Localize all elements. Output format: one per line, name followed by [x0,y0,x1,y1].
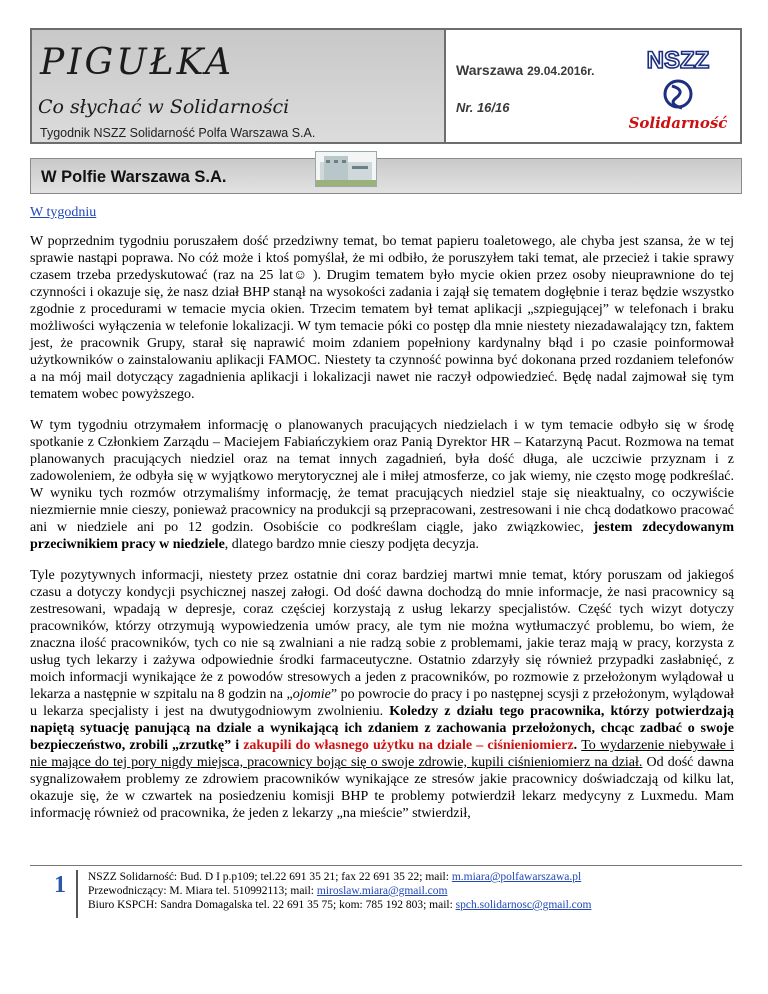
footer-line-2 [88,884,591,898]
paragraph-2-bold: jestem zdecydowanym przeciwnikiem pracy w niedziele [30,520,734,552]
footer-line-3 [88,898,591,912]
date-line [456,62,594,78]
building-image [315,151,377,187]
newsletter-org: Tygodnik NSZZ Solidarność Polfa Warszawa S.A. [40,126,316,140]
newsletter-header [30,28,742,144]
footer [30,868,742,924]
week-link[interactable]: W tygodniu [30,205,97,220]
building-window [352,166,368,169]
building-window [342,160,346,163]
newsletter-title: PIGUŁKA [40,42,235,83]
paragraph-3-end: Od dość dawna sygnalizowałem problemy ze zdrowiem pracowników wynikające ze stresów jakie pracownicy doświadczają od kilku lat, okazuje się, że w czwartek na posiedzeniu komisji BHP te problemy potwierdził lekarz medycyny z Luxmedu. Mam informację również od pracownika, że jeden z lekarzy „na mieście” stwierdził, [30,755,734,821]
solidarnosc-logo [620,42,736,138]
paragraph-3-red: zakupili do własnego użytku na dziale – ciśnieniomierz [243,738,574,753]
article-body [30,204,734,836]
logo-nszz-text: NSZZ [646,47,710,74]
logo-solidarnosc-text: Solidarność [628,114,728,132]
footer-line-1 [88,870,591,884]
footer-mail-link-2[interactable]: miroslaw.miara@gmail.com [316,885,448,897]
paragraph-3-text-2: ” po powrocie do pracy i po następnej scysji z przełożonym, wylądował u lekarza specjalisty i jest na dwutygodniowym zwolnieniu. [30,687,734,719]
building-window [334,160,338,163]
building-window [326,160,330,163]
paragraph-3-text: Tyle pozytywnych informacji, niestety przez ostatnie dni coraz bardziej martwi mnie temat, który poruszam od jakiegoś czasu a dotyczy kondycji psychicznej naszej załogi. Od dość dawna dochodzą do mnie informacje, że nasi pracownicy są zestresowani, wpadają w depresje, coraz częściej korzystają z usług lekarzy specjalistów. Część tych wizyt dotyczy pracowników, którzy otrzymują wypowiedzenia umów pracy, ale tym nie można wytłumaczyć problemu, bo wiem, że znaczna ilość pracowników, tych co nie są zwalniani a nie radzą sobie z problemami, jakie teraz mają w pracy, korzysta z usług tych lekarzy i zażywa odpowiednie środki farmaceutyczne. Ostatnio zdarzyły się również przypadki zasłabnięć, z moich informacji wynikające że z powodów stresowych a jeden z pracowników, po rozmowie z przełożonym wylądował u lekarza a następnie w szpitalu na 8 godzin na „ [30,568,734,702]
paragraph-1: W poprzednim tygodniu poruszałem dość przedziwny temat, bo temat papieru toaletowego, ale chyba jest szansa, że w tej sprawie nastąpi poprawa. No cóż może i ktoś pomyślał, że mi odbiło, że poruszyłem taki temat, ale przecież i takie sprawy czasem trzeba przedyskutować (raz na 25 lat☺ ). Drugim tematem było mycie okien przez osoby nieuprawnione do tej czynności i okazuje się, że nasz dział BHP stanął na wysokości zadania i zajął się tematem dogłębnie i teraz będzie wszystko zgodnie z procedurami w temacie mycia okien. Trzecim tematem był temat aplikacji „szpiegującej” w telefonach i braku możliwości wyłączenia w telefonie lokalizacji. W tym temacie póki co postęp dla mnie niestety niezadawalający tzn, faktem jest, że pracownik Grupy, starał się naprawić moim zdaniem popełniony kardynalny błąd i po czasie poinformował użytkowników o zainstalowaniu aplikacji FAMOC. Niestety ta czynność powinna być dokonana przed rozdaniem telefonów a na mój mail dotyczący zagadnienia aplikacji i lokalizacji nawet nie raczył odpowiedzieć. Będę nadal zajmował się tym tematem wobec powyższego. [30,234,734,402]
paragraph-2-text: W tym tygodniu otrzymałem informację o planowanych pracujących niedzielach i w tym temacie odbyło się w środę spotkanie z Członkiem Zarządu – Maciejem Fabiańczykiem oraz Panią Dyrektor HR – Katarzyną Pacut. Rozmowa na temat planowanych pracujących niedziel oraz na temat innych zagadnień, była dość długa, ale uczciwie przyznam i z zadowoleniem, że odbyła się w wyjątkowo merytorycznej ale i miłej atmosferze, co jak wiemy, nie często mogę podkreślać. W wyniku tych rozmów otrzymaliśmy informację, że temat pracujących niedziel staje się nieaktualny, co oczywiście niezmiernie mnie cieszy, ponieważ pracownicy na produkcji są przepracowani, zestresowani i nie chcą dodatkowo pracować ani w niedziele ani po 12 godzin. Osobiście co podkreślam ciągle, jako związkowiec, [30,418,734,535]
paragraph-2-end: , dlatego bardzo mnie cieszy podjęta decyzja. [224,537,480,552]
masthead-panel [32,30,446,142]
date-panel [446,30,614,142]
issue-number: Nr. 16/16 [456,100,510,115]
footer-contacts [88,870,591,912]
logo-emblem-stroke [672,86,682,108]
section-header [30,158,742,194]
page-number: 1 [54,870,78,918]
city-label: Warszawa [456,62,524,78]
paragraph-3-italic: ojomie [292,687,331,702]
footer-mail-link-1[interactable]: m.miara@polfawarszawa.pl [451,871,582,883]
paragraph-3-dot: . [573,738,582,753]
newsletter-subtitle: Co słychać w Solidarności [38,96,290,118]
paragraph-3-underline: To wydarzenie niebywałe i nie mające do tej pory nigdy miejsca, pracownicy bojąc się o swoje zdrowie, kupili ciśnieniomierz na dział. [30,738,734,770]
issue-date: 29.04.2016r. [527,64,595,78]
footer-line-1-text: NSZZ Solidarność: Bud. D I p.p109; tel.22 691 35 21; fax 22 691 35 22; mail: [88,871,452,883]
building-tower [324,156,348,180]
footer-mail-link-3[interactable]: spch.solidarnosc@gmail.com [455,899,592,911]
section-title: W Polfie Warszawa S.A. [41,168,227,186]
paragraph-3-bold: Koledzy z działu tego pracownika, którzy potwierdzają napiętą sytuację panującą na dziale a wynikającą ich zdaniem z zachowania przełożonych, chcąc zadbać o swoje bezpieczeństwo, zrobili „zrzutkę” i [30,704,734,753]
footer-line-3-text: Biuro KSPCH: Sandra Domagalska tel. 22 691 35 75; kom: 785 192 803; mail: [88,899,456,911]
footer-line-2-text: Przewodniczący: M. Miara tel. 510992113; mail: [88,885,317,897]
footer-divider [30,865,742,866]
paragraph-2 [30,417,734,553]
building-lawn [316,180,376,186]
paragraph-3 [30,567,734,822]
